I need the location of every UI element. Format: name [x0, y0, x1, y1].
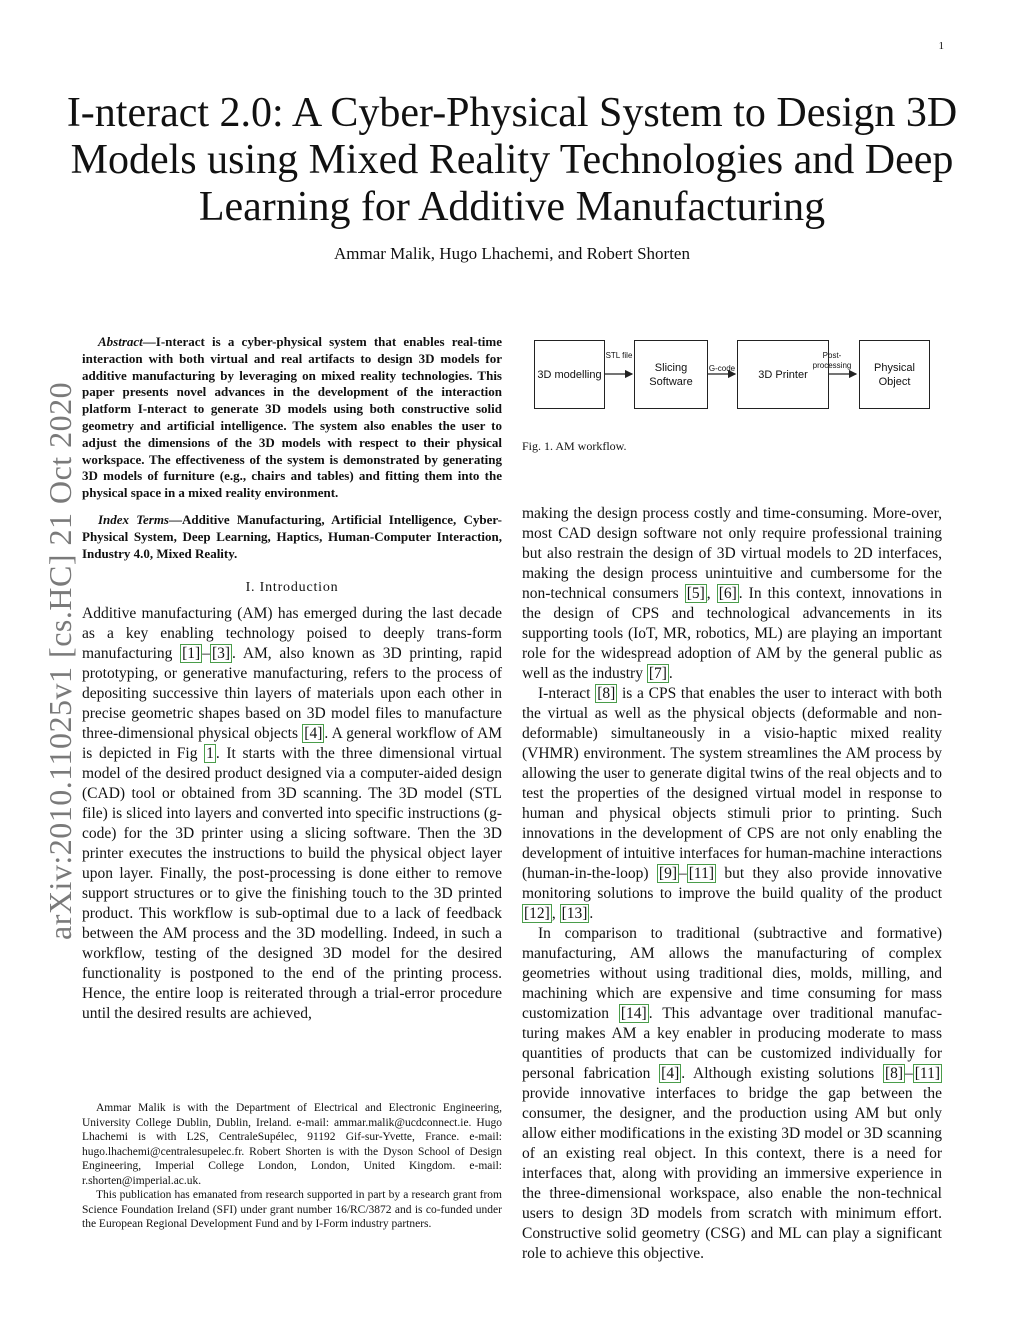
arxiv-identifier-stamp[interactable]: arXiv:2010.11025v1 [cs.HC] 21 Oct 2020 [42, 381, 78, 940]
citation-link[interactable]: [8] [597, 685, 616, 702]
citation-link[interactable]: [9] [658, 865, 677, 882]
figure-link[interactable]: 1 [206, 745, 214, 763]
citation-link[interactable]: [11] [688, 865, 714, 882]
citation-link[interactable]: [3] [211, 645, 231, 663]
footnote-funding: This publication has emanated from research supported in part by a research grant from Science Foundation Ireland (SFI) under grant number 16/RC/3872 and is co-funded under the European Regional Development Fund and by I-Form industry partners. [82, 1189, 502, 1230]
abstract-label: Abstract [98, 334, 143, 349]
citation-link[interactable]: [5] [686, 585, 705, 602]
label-post-processing: Post-processing [812, 351, 852, 370]
right-paragraph-3: In comparison to traditional (subtractive and formative) manufacturing, AM allows the manufacturing of complex geometries without using traditional dies, molds, milling, and machining which are expensive and time consuming for mass customization [14] . This advantage over traditional manufac-turing makes AM a key enabler in producing moderate to mass quantities of products that can be customized individually for personal fabrication [4] . Although existing solutions [8] – [11] provide innovative interfaces to bridge the gap between the consumer, the designer, and the production using AM but only allow either modifications in the existing 3D model or 3D scanning of an existing real object. In this context, there is a need for interfaces that, along with providing an immersive experience in the three-dimensional workspace, also enable the non-technical users to design 3D models from scratch with minimum effort. Constructive solid geometry (CSG) and ML can play a significant role to achieve this objective. [522, 925, 942, 1262]
author-list: Ammar Malik, Hugo Lhachemi, and Robert Shorten [334, 244, 690, 263]
figure-am-workflow [522, 334, 942, 414]
citation-link[interactable]: [8] [884, 1065, 904, 1082]
footnotes [82, 1101, 502, 1232]
citation-link[interactable]: [1] [182, 645, 201, 663]
citation-link[interactable]: [6] [718, 585, 737, 602]
right-column [522, 334, 942, 1264]
right-paragraph-1: making the design process costly and time-consuming. More-over, most CAD design software not only require professional training but also restrain the design of 3D virtual models to 2D interfaces, making the design process unintuitive and cumbersome for the non-technical consumers [5] , [6] . In this context, innovations in the design of CPS and technological advancements in its supporting tools (IoT, MR, robotics, ML) are playing an important role for the widespread adoption of AM by the general public as well as the industry [7] . [522, 505, 942, 682]
abstract [82, 334, 502, 502]
index-terms-text: —Additive Manufacturing, Artificial Intelligence, Cyber-Physical System, Deep Learning, Haptics, Human-Computer Interaction, Industry 4.0, Mixed Reality. [82, 511, 502, 561]
paper-title: I-nteract 2.0: A Cyber-Physical System to Design 3D Models using Mixed Reality Technologies and Deep Learning for Additive Manufacturing [66, 90, 958, 230]
citation-link[interactable]: [11] [914, 1065, 941, 1082]
label-g-code: G-code [708, 364, 736, 373]
citation-link[interactable]: [7] [648, 665, 667, 682]
citation-link[interactable]: [13] [561, 905, 588, 922]
left-column [82, 334, 502, 1024]
box-slicing-software: Slicing Software [634, 340, 708, 409]
citation-link[interactable]: [12] [524, 905, 550, 922]
index-terms-label: Index Terms [98, 511, 169, 527]
figure-caption: Fig. 1. AM workflow. [522, 439, 627, 453]
intro-paragraph-1: Additive manufacturing (AM) has emerged during the last decade as a key enabling technology poised to deeply trans-form manufacturing [1] – [3] . AM, also known as 3D printing, rapid prototyping, or generative manufacturing, refers to the process of depositing successive thin layers of materials upon each other in precise geometric shapes based on 3D model files to manufacture three-dimensional physical objects [4] . A general workflow of AM is depicted in Fig 1 . It starts with the three dimensional virtual model of the desired product designed via a computer-aided design (CAD) tool or obtained from 3D scanning. The 3D model (STL file) is sliced into layers and converted into specific instructions (g-code) for the 3D printer using a slicing software. Then the 3D printer executes the instructions to build the physical object layer upon layer. Finally, the post-processing is done either to remove support structures or to give the finishing touch to the 3D printed product. This workflow is sub-optimal due to a lack of feedback between the AM process and the 3D modelling. Indeed, in such a workflow, testing of the designed 3D model for the desired functionality is postponed to the end of the printing process. Hence, the entire loop is reiterated through a trial-error procedure until the desired results are achieved, [82, 605, 503, 1023]
box-physical-object: Physical Object [859, 340, 930, 409]
box-3d-modelling: 3D modelling [534, 340, 605, 409]
citation-link[interactable]: [4] [661, 1065, 680, 1082]
label-stl-file: STL file [605, 351, 633, 360]
citation-link[interactable]: [14] [620, 1005, 647, 1022]
section-heading-introduction: I. Introduction [245, 580, 339, 596]
right-paragraph-2: I-nteract [8] is a CPS that enables the user to interact with both the virtual as well as the physical objects (deformable and non-deformable) simultaneously in a visio-haptic mixed reality (VHMR) environment. The system streamlines the AM process by allowing the user to generate digital twins of the real objects and to test the properties of the designed virtual model in response to human and physical objects stimuli prior to printing. Such innovations in the development of CPS are not only enabling the development of intuitive interfaces for human-machine interactions (human-in-the-loop) [9] – [11] but they also provide innovative monitoring solutions to improve the build quality of the product [12] , [13] . [522, 685, 942, 922]
footnote-affiliations: Ammar Malik is with the Department of Electrical and Electronic Engineering, University College Dublin, Dublin, Ireland. e-mail: ammar.malik@ucdconnect.ie. Hugo Lhachemi is with L2S, CentraleSupélec, 91192 Gif-sur-Yvette, France. e-mail: hugo.lhachemi@centralesupelec.fr. Robert Shorten is with the Dyson School of Design Engineering, Imperial College London, London, United Kingdom. e-mail: r.shorten@imperial.ac.uk. [82, 1102, 502, 1187]
citation-link[interactable]: [4] [304, 725, 323, 743]
page-number: 1 [938, 40, 944, 52]
box-3d-printer: 3D Printer [737, 340, 829, 409]
abstract-text: —I-nteract is a cyber-physical system that enables real-time interaction with both virtual and real artifacts to design 3D models for additive manufacturing by leveraging on mixed reality technologies. This paper presents novel advances in the development of the interaction platform I-nteract to generate 3D models using both constructive solid geometry and artificial intelligence. The system also enables the user to adjust the dimensions of the 3D models with respect to their physical workspace. The effectiveness of the system is demonstrated by generating 3D models of furniture (e.g., chairs and tables) and fitting them into the physical space in a mixed reality environment. [82, 334, 502, 501]
index-terms [82, 512, 502, 562]
